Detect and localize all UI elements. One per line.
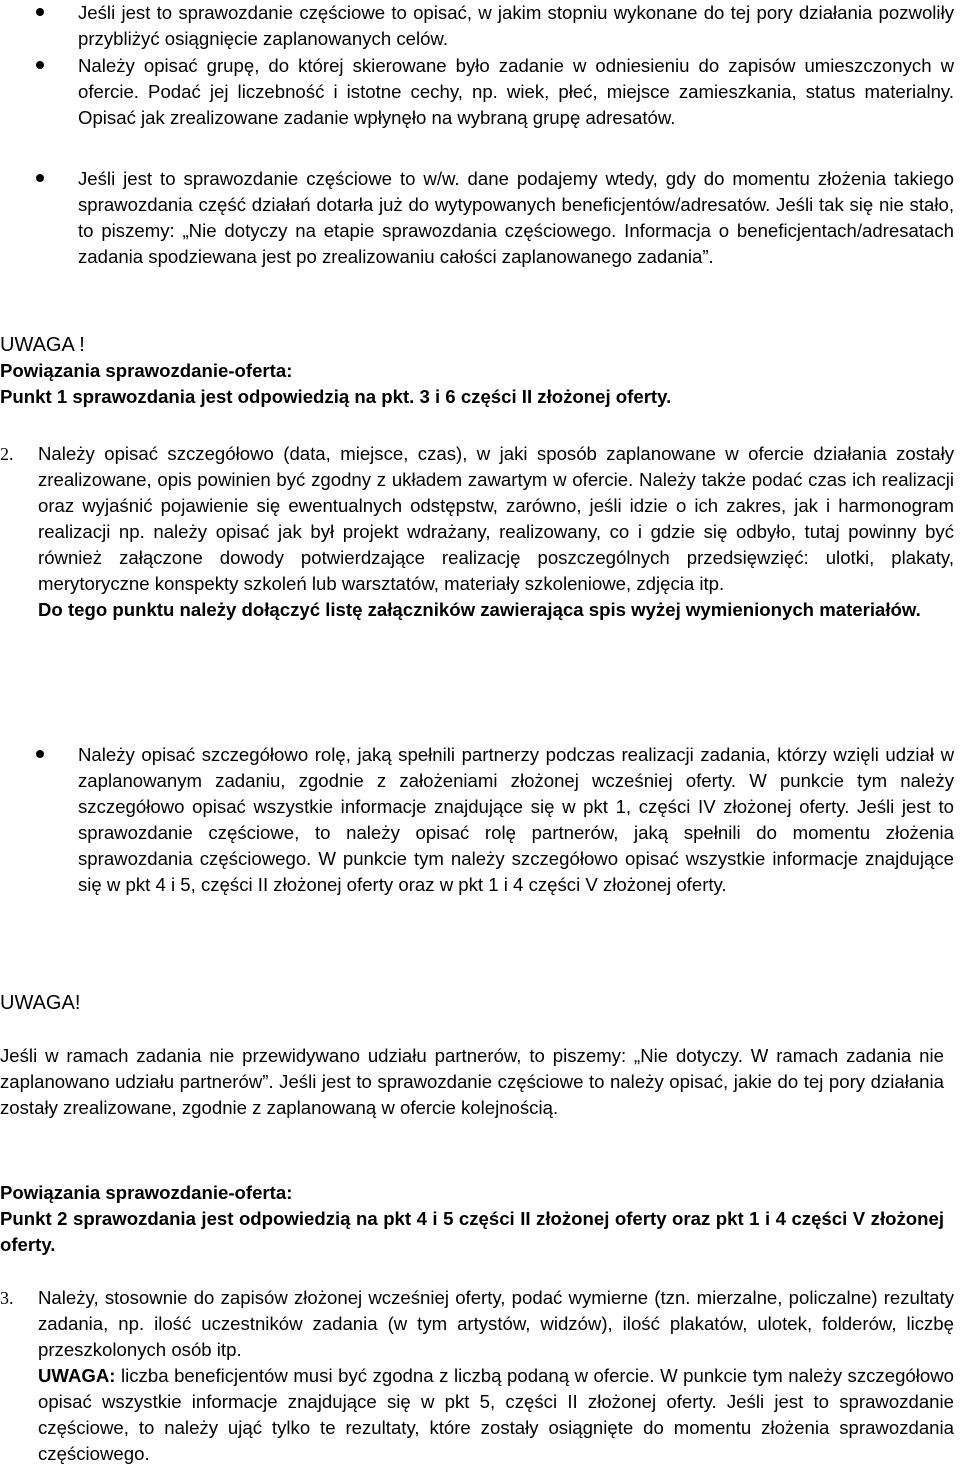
relations-text: Punkt 1 sprawozdania jest odpowiedzią na pkt. 3 i 6 części II złożonej oferty. — [0, 386, 672, 407]
uwaga-heading: UWAGA! — [0, 992, 81, 1014]
bullet-beneficiaries: Jeśli jest to sprawozdanie częściowe to w/w. dane podajemy wtedy, gdy do momentu złożenia takiego sprawozdania część działań dotarła już do wytypowanych beneficjentów/adresatów. Jeśli tak się nie stało, to piszemy: „Nie dotyczy na etapie sprawozdania częściowego. Informacja o beneficjentach/adresatach zadania spodziewana jest po zrealizowaniu całości zaplanowanego zadania”. — [78, 168, 954, 267]
section-number: 2. — [0, 444, 14, 464]
section-3-text — [38, 1285, 954, 1467]
relations-label: Powiązania sprawozdanie-oferta: — [0, 1182, 293, 1203]
section-2-bold-note: Do tego punktu należy dołączyć listę załączników zawierająca spis wyżej wymienionych materiałów. — [38, 599, 921, 620]
section-2-body: Należy opisać szczegółowo (data, miejsce, czas), w jaki sposób zaplanowane w ofercie działania zostały zrealizowane, opis powinien być zgodny z układem zawartym w ofercie. Należy także podać czas ich realizacji oraz wyjaśnić pojawienie się ewentualnych odstępstw, zarówno, jeśli idzie o ich zakres, jak i harmonogram realizacji np. należy opisać jak był projekt wdrażany, realizowany, co i gdzie się odbyło, tutaj powinny być również załączone dowody potwierdzające realizację poszczególnych przedsięwzięć: ulotki, plakaty, merytoryczne konspekty szkoleń lub warsztatów, materiały szkoleniowe, zdjęcia itp. — [38, 443, 954, 594]
relations-text: Punkt 2 sprawozdania jest odpowiedzią na pkt 4 i 5 części II złożonej oferty oraz pkt 1 i 4 części V złożonej oferty. — [0, 1208, 944, 1255]
section-3-uwaga-label: UWAGA: — [38, 1365, 116, 1386]
bullet-icon — [36, 174, 44, 182]
bullet-icon — [36, 750, 44, 758]
relations-label: Powiązania sprawozdanie-oferta: — [0, 360, 293, 381]
bullet-icon — [36, 61, 44, 69]
bullet-partners: Należy opisać szczegółowo rolę, jaką spełnili partnerzy podczas realizacji zadania, którzy wzięli udział w zaplanowanym zadaniu, zgodnie z założeniami złożonej wcześniej oferty. W punkcie tym należy szczegółowo opisać wszystkie informacje znajdujące się w pkt 1, części IV złożonej oferty. Jeśli jest to sprawozdanie częściowe, to należy opisać rolę partnerów, jaką spełnili do momentu złożenia sprawozdania częściowego. W punkcie tym należy szczegółowo opisać wszystkie informacje znajdujące się w pkt 4 i 5, części II złożonej oferty oraz w pkt 1 i 4 części V złożonej oferty. — [78, 744, 954, 895]
section-3-uwaga-text: liczba beneficjentów musi być zgodna z liczbą podaną w ofercie. W punkcie tym należy szczegółowo opisać wszystkie informacje znajdujące się w pkt 5, części II złożonej oferty. Jeśli jest to sprawozdanie częściowe, to należy ująć tylko te rezultaty, które zostały osiągnięte do momentu złożenia sprawozdania częściowego. — [38, 1365, 954, 1464]
section-2-text — [38, 441, 954, 623]
uwaga-text: Jeśli w ramach zadania nie przewidywano udziału partnerów, to piszemy: „Nie dotyczy. W ramach zadania nie zaplanowano udziału partnerów”. Jeśli jest to sprawozdanie częściowe to należy opisać, jakie do tej pory działania zostały zrealizowane, zgodnie z zaplanowaną w ofercie kolejnością. — [0, 1045, 944, 1118]
bullet-partial-report: Jeśli jest to sprawozdanie częściowe to opisać, w jakim stopniu wykonane do tej pory działania pozwoliły przybliżyć osiągnięcie zaplanowanych celów. — [78, 2, 954, 49]
section-3-body: Należy, stosownie do zapisów złożonej wcześniej oferty, podać wymierne (tzn. mierzalne, policzalne) rezultaty zadania, np. ilość uczestników zadania (w tym artystów, widzów), ilość plakatów, ulotek, folderów, liczbę przeszkolonych osób itp. — [38, 1287, 954, 1360]
bullet-target-group: Należy opisać grupę, do której skierowane było zadanie w odniesieniu do zapisów umieszczonych w ofercie. Podać jej liczebność i istotne cechy, np. wiek, płeć, miejsce zamieszkania, status materialny. Opisać jak zrealizowane zadanie wpłynęło na wybraną grupę adresatów. — [78, 55, 954, 128]
section-number: 3. — [0, 1288, 14, 1308]
bullet-icon — [36, 8, 44, 16]
uwaga-heading: UWAGA ! — [0, 334, 85, 356]
